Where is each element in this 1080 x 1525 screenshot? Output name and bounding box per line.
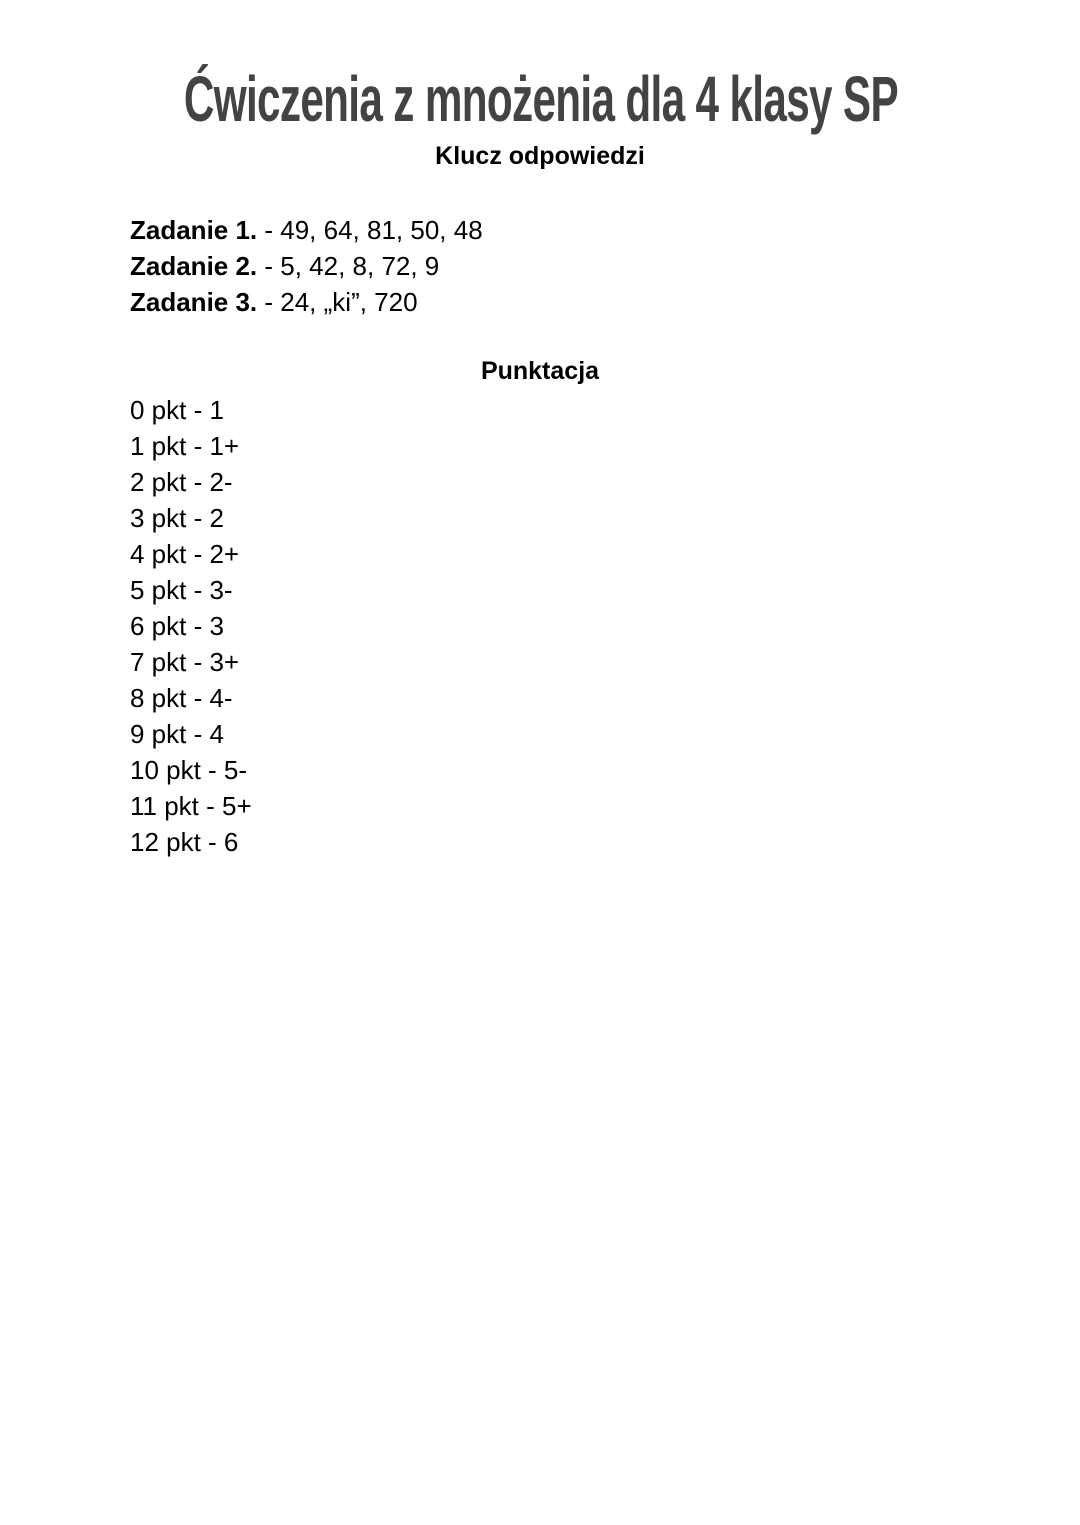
- score-item: 6 pkt - 3: [130, 611, 224, 641]
- score-item: 7 pkt - 3+: [130, 647, 240, 677]
- answer-value: - 24, „ki”, 720: [257, 287, 418, 317]
- document-title: [0, 62, 1080, 136]
- score-item: 8 pkt - 4-: [130, 683, 233, 713]
- score-item: 1 pkt - 1+: [130, 431, 240, 461]
- answer-key-heading: Klucz odpowiedzi: [435, 142, 645, 170]
- answer-label: Zadanie 3.: [130, 287, 258, 317]
- answer-label: Zadanie 2.: [130, 251, 258, 281]
- score-item: 11 pkt - 5+: [130, 791, 252, 821]
- title-text: Ćwiczenia z mnożenia dla 4 klasy SP: [183, 63, 898, 135]
- score-item: 5 pkt - 3-: [130, 575, 233, 605]
- score-item: 0 pkt - 1: [130, 395, 224, 425]
- answer-item: [130, 212, 483, 248]
- scoring-list: [130, 392, 252, 860]
- answer-value: - 49, 64, 81, 50, 48: [257, 215, 483, 245]
- score-item: 9 pkt - 4: [130, 719, 224, 749]
- answer-value: - 5, 42, 8, 72, 9: [257, 251, 440, 281]
- answer-label: Zadanie 1.: [130, 215, 258, 245]
- score-item: 12 pkt - 6: [130, 827, 239, 857]
- answer-item: [130, 284, 483, 320]
- score-item: 4 pkt - 2+: [130, 539, 240, 569]
- score-item: 3 pkt - 2: [130, 503, 224, 533]
- score-item: 2 pkt - 2-: [130, 467, 233, 497]
- scoring-heading: Punktacja: [480, 357, 600, 385]
- answer-item: [130, 248, 483, 284]
- answers-list: [130, 212, 483, 320]
- score-item: 10 pkt - 5-: [130, 755, 248, 785]
